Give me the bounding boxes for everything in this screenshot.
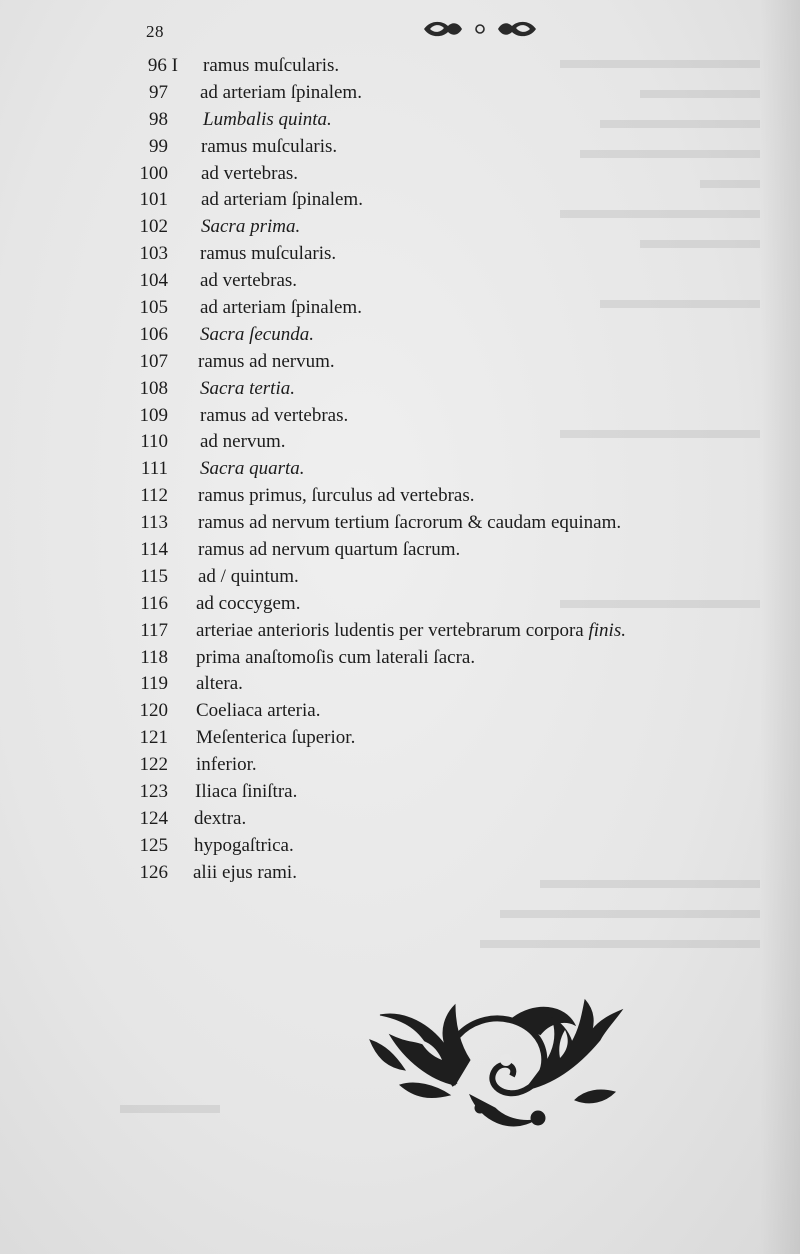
entry-text: [196, 698, 320, 724]
entry-text-main: Sacra prima.: [201, 216, 301, 238]
entry-text-main: ramus muſcularis.: [203, 55, 340, 76]
entry-text-main: alii ejus rami.: [193, 861, 297, 883]
entry-text-main: altera.: [196, 673, 243, 695]
entry-row: [0, 134, 800, 161]
entry-text: [201, 214, 300, 240]
entry-text-main: ad arteriam ſpinalem.: [201, 189, 363, 211]
entry-text: [196, 671, 243, 697]
entry-text: [200, 456, 305, 482]
entry-row: [0, 537, 800, 564]
entry-text-main: ad coccygem.: [196, 592, 301, 614]
entry-row: [0, 591, 800, 618]
entry-number: 113: [140, 512, 168, 534]
entry-number: 125: [139, 834, 168, 856]
acanthus-tailpiece-icon: [360, 990, 625, 1140]
entry-row: [0, 725, 800, 752]
entry-text: [198, 483, 474, 509]
entry-text: [194, 833, 294, 859]
entry-number: 123: [139, 781, 168, 803]
entry-number: 120: [139, 700, 168, 722]
entry-text-main: ad arteriam ſpinalem.: [200, 81, 362, 103]
entry-text: [196, 618, 626, 644]
entry-number: 108: [139, 377, 168, 399]
entry-text: [200, 322, 314, 348]
entry-number: 105: [139, 297, 168, 319]
entry-text-main: ad / quintum.: [198, 565, 299, 587]
entry-text: [198, 510, 621, 536]
entry-text-main: ramus muſcularis.: [201, 135, 338, 157]
entry-row: [0, 107, 800, 134]
entry-row: [0, 241, 800, 268]
entry-text: [200, 268, 297, 294]
entry-row: [0, 456, 800, 483]
entry-text: [200, 403, 348, 429]
entry-text-main: ad arteriam ſpinalem.: [200, 297, 362, 319]
entry-text-main: hypogaſtrica.: [194, 834, 294, 856]
entry-row: [0, 860, 800, 887]
entry-text: [193, 860, 297, 886]
entry-text-main: ramus ad nervum.: [198, 350, 335, 372]
entry-text-main: ad nervum.: [200, 431, 286, 453]
entry-number: 99: [149, 135, 168, 157]
entry-number: 112: [140, 485, 168, 507]
entry-text: [195, 779, 297, 805]
entry-text: [200, 80, 362, 106]
entry-row: [0, 618, 800, 645]
entry-number: 118: [140, 646, 168, 668]
entry-row: [0, 80, 800, 107]
entry-row: [0, 483, 800, 510]
entry-number: 101: [139, 189, 168, 211]
entry-row: [0, 295, 800, 322]
entry-number: 104: [139, 270, 168, 292]
entry-text-main: Coeliaca arteria.: [196, 700, 321, 722]
entry-row: [0, 161, 800, 188]
entry-text-main: Iliaca ſiniſtra.: [195, 781, 298, 803]
entry-text-italic-tail: finis.: [588, 619, 626, 641]
entry-row: [0, 349, 800, 376]
entry-text: [203, 107, 332, 133]
entry-text-main: ad vertebras.: [201, 162, 299, 184]
entry-number: 121: [139, 727, 168, 749]
entry-text: [196, 725, 355, 751]
entry-row: [0, 429, 800, 456]
entry-text: [198, 349, 335, 375]
entry-number: 110: [140, 431, 168, 453]
entry-text: [194, 806, 246, 832]
entry-text-main: prima anaſtomoſis cum laterali ſacra.: [196, 646, 476, 668]
entry-row: [0, 510, 800, 537]
entry-number: 97: [149, 81, 168, 103]
entry-text: [196, 645, 475, 671]
entry-text-main: ramus ad nervum quartum ſacrum.: [198, 539, 461, 561]
entry-row: [0, 779, 800, 806]
entry-row: [0, 268, 800, 295]
entry-text-main: Meſenterica ſuperior.: [196, 727, 356, 749]
entry-number: 126: [139, 861, 168, 883]
entry-text: [200, 241, 336, 267]
entry-text-main: ramus primus, ſurculus ad vertebras.: [198, 485, 475, 507]
entry-row: [0, 645, 800, 672]
entry-text-main: ramus ad nervum tertium ſacrorum & caudam equinam.: [198, 512, 622, 534]
entry-number: 117: [140, 619, 168, 641]
entry-text: [203, 53, 339, 79]
entry-row: [0, 806, 800, 833]
entry-number: 103: [139, 243, 168, 265]
entry-row: [0, 833, 800, 860]
entry-row: [0, 322, 800, 349]
entry-text: [198, 564, 299, 590]
entry-number: 119: [140, 673, 168, 695]
entry-row: [0, 53, 800, 80]
entry-text-main: Sacra quarta.: [200, 458, 305, 480]
entry-number: 111: [140, 458, 168, 480]
entry-text: [196, 752, 257, 778]
entry-text-main: inferior.: [196, 754, 257, 776]
entry-number: 124: [139, 807, 168, 829]
entry-number: 102: [139, 216, 168, 238]
entry-row: [0, 671, 800, 698]
entry-number: 109: [139, 404, 168, 426]
entry-row: [0, 376, 800, 403]
entry-row: [0, 187, 800, 214]
entry-text: [201, 161, 298, 187]
entry-text: [196, 591, 300, 617]
entry-row: [0, 698, 800, 725]
entry-row: [0, 403, 800, 430]
entry-number: 96 I: [147, 55, 178, 76]
entry-text-main: Sacra tertia.: [200, 377, 295, 399]
page-number: 28: [146, 22, 164, 41]
entry-row: [0, 752, 800, 779]
entry-row: [0, 564, 800, 591]
entry-text-main: arteriae anterioris ludentis per vertebrarum corpora: [196, 619, 584, 641]
entry-text-main: ramus muſcularis.: [200, 243, 337, 265]
entry-number: 106: [139, 323, 168, 345]
floral-headpiece-icon: [420, 18, 540, 40]
entry-text: [201, 134, 337, 160]
entry-number: 122: [139, 754, 168, 776]
entry-number: 100: [139, 162, 168, 184]
entry-text-main: ad vertebras.: [200, 270, 298, 292]
entry-text: [200, 429, 285, 455]
entry-text: [201, 187, 363, 213]
entry-number: 107: [139, 350, 168, 372]
entry-number: 98: [149, 108, 168, 130]
entry-text-main: Lumbalis quinta.: [203, 108, 332, 130]
entry-text: [198, 537, 460, 563]
entry-text: [200, 376, 295, 402]
entry-text-main: ramus ad vertebras.: [200, 404, 349, 426]
entry-text: [200, 295, 362, 321]
entry-list: [0, 53, 800, 887]
entry-number: 116: [140, 592, 168, 614]
entry-number: 114: [140, 539, 168, 561]
entry-number: 115: [140, 565, 168, 587]
entry-row: [0, 214, 800, 241]
entry-text-main: dextra.: [194, 807, 247, 829]
entry-text-main: Sacra ſecunda.: [200, 323, 314, 345]
